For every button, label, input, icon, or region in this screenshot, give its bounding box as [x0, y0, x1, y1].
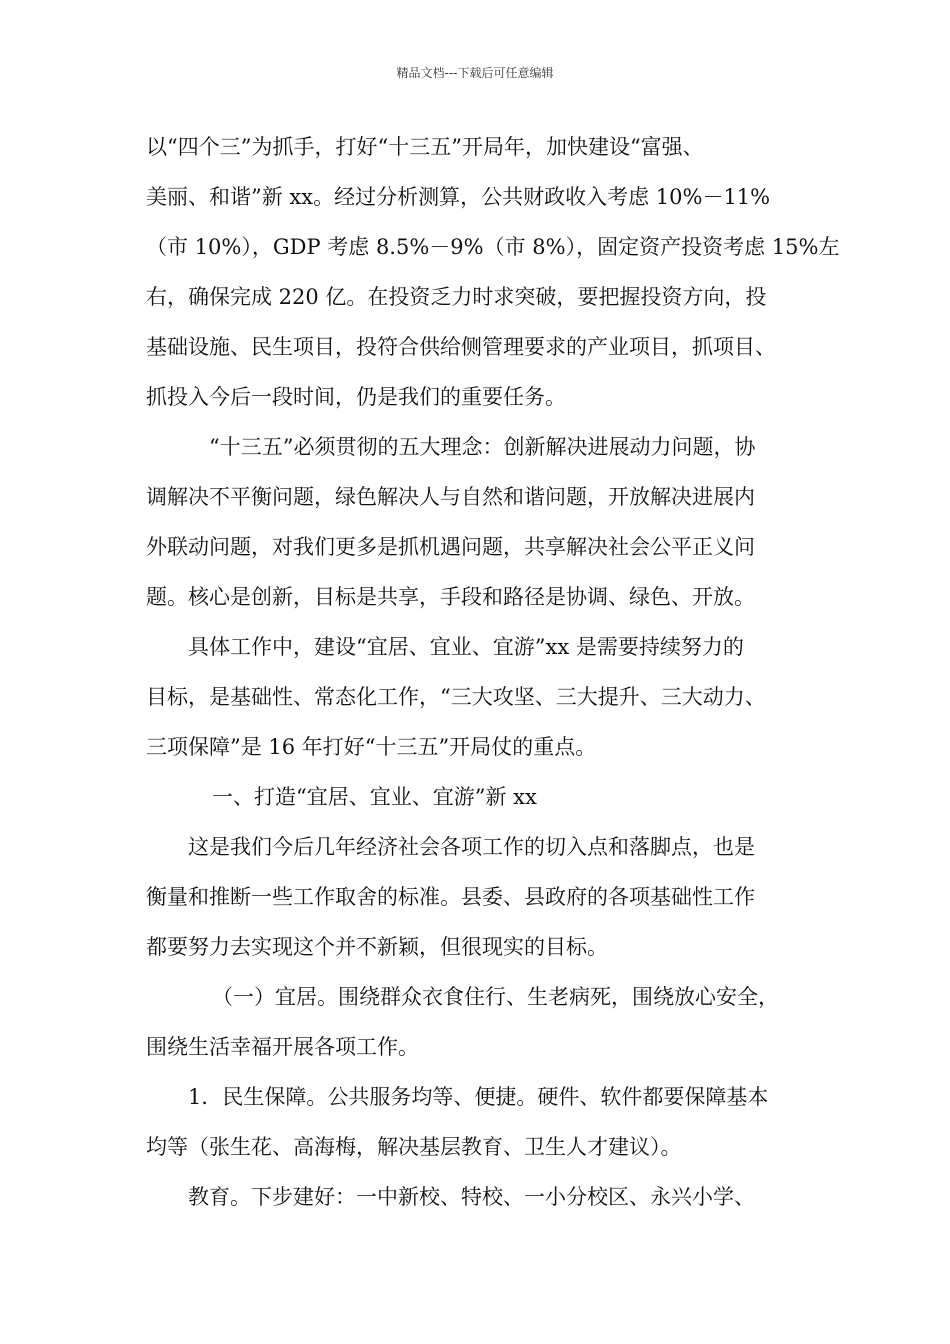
text-line: 衡量和推断一些工作取舍的标准。县委、县政府的各项基础性工作 [146, 885, 755, 909]
text-line: 目标，是基础性、常态化工作，“三大攻坚、三大提升、三大动力、 [146, 685, 766, 709]
text-line: 调解决不平衡问题，绿色解决人与自然和谐问题，开放解决进展内 [146, 485, 755, 509]
text-line: 题。核心是创新，目标是共享，手段和路径是协调、绿色、开放。 [146, 585, 755, 609]
text-line: 抓投入今后一段时间，仍是我们的重要任务。 [146, 385, 566, 409]
section-heading: 一、打造“宜居、宜业、宜游”新 xx [212, 785, 537, 809]
text-line: 外联动问题，对我们更多是抓机遇问题，共享解决社会公平正义问 [146, 535, 755, 559]
text-line: 教育。下步建好：一中新校、特校、一小分校区、永兴小学、 [188, 1185, 755, 1209]
text-line: 1．民生保障。公共服务均等、便捷。硬件、软件都要保障基本 [188, 1085, 769, 1109]
document-body [146, 128, 840, 1228]
text-line: 围绕生活幸福开展各项工作。 [146, 1035, 419, 1059]
text-line: （市 10%），GDP 考虑 8.5%－9%（市 8%），固定资产投资考虑 15%左 [146, 235, 840, 259]
text-line: “十三五”必须贯彻的五大理念：创新解决进展动力问题，协 [209, 435, 756, 459]
subsection-heading: （一）宜居。围绕群众衣食住行、生老病死，围绕放心安全， [212, 985, 779, 1009]
text-line: 都要努力去实现这个并不新颖，但很现实的目标。 [146, 935, 608, 959]
page-header: 精品文档---下载后可任意编辑 [396, 66, 554, 80]
text-line: 三项保障”是 16 年打好“十三五”开局仗的重点。 [146, 735, 597, 759]
text-line: 基础设施、民生项目，投符合供给侧管理要求的产业项目，抓项目、 [146, 335, 776, 359]
text-line: 美丽、和谐”新 xx。经过分析测算，公共财政收入考虑 10%－11% [146, 185, 771, 209]
text-line: 均等（张生花、高海梅，解决基层教育、卫生人才建议）。 [146, 1135, 682, 1159]
text-line: 具体工作中，建设“宜居、宜业、宜游”xx 是需要持续努力的 [188, 635, 744, 659]
text-line: 以“四个三”为抓手，打好“十三五”开局年，加快建设“富强、 [146, 135, 704, 159]
text-line: 右，确保完成 220 亿。在投资乏力时求突破，要把握投资方向，投 [146, 285, 767, 309]
text-line: 这是我们今后几年经济社会各项工作的切入点和落脚点，也是 [188, 835, 755, 859]
